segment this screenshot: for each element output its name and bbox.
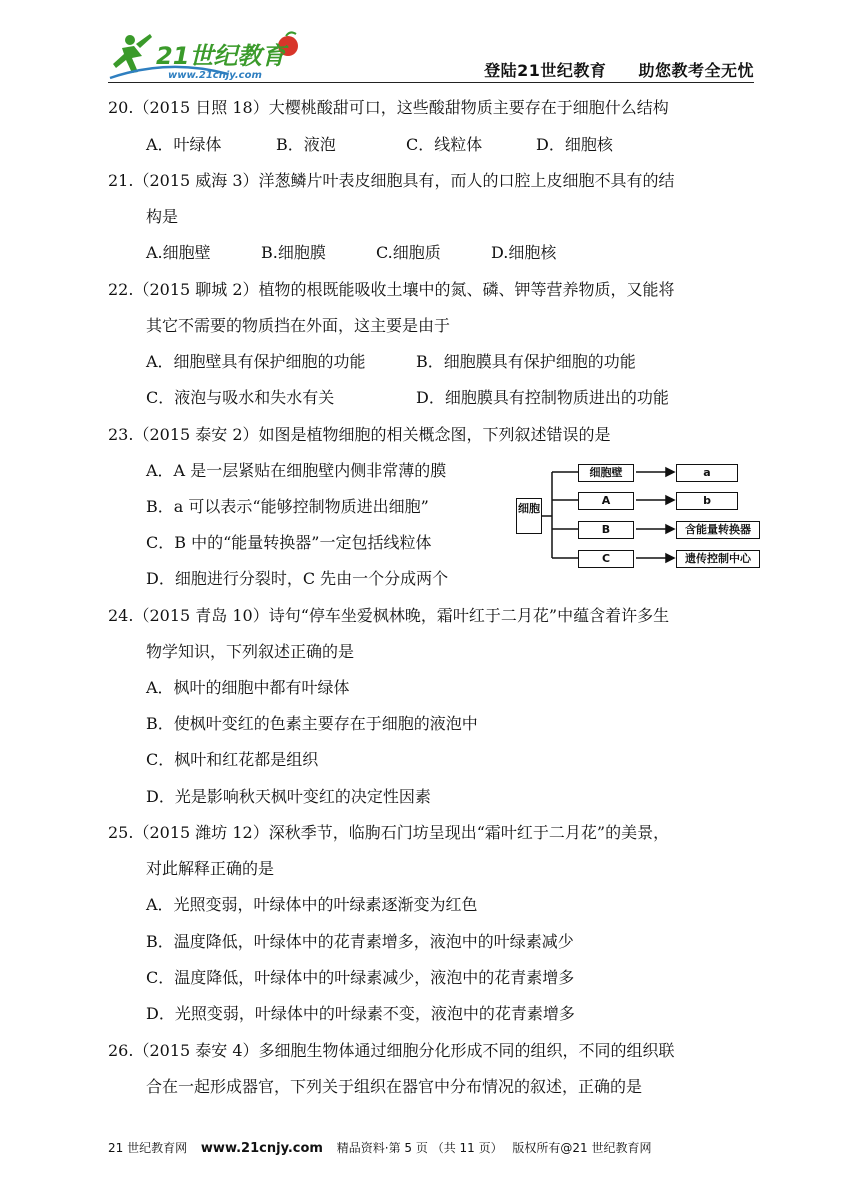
question-20	[108, 98, 669, 118]
option-b: B．温度降低，叶绿体中的花青素增多，液泡中的叶绿素减少	[146, 932, 574, 951]
option-c: C．液泡与吸水和失水有关	[146, 388, 335, 407]
option-a: A．光照变弱，叶绿体中的叶绿素逐渐变为红色	[146, 895, 478, 914]
diagram-box-b-upper: B	[578, 521, 634, 539]
question-text-continued: 物学知识，下列叙述正确的是	[146, 642, 355, 661]
slogan-right: 助您教考全无忧	[638, 61, 754, 80]
diagram-box-genetic-control: 遗传控制中心	[676, 550, 760, 568]
diagram-box-b-lower: b	[676, 492, 738, 510]
question-text: （2015 青岛 10）诗句“停车坐爱枫林晚，霜叶红于二月花”中蕴含着许多生	[133, 606, 670, 625]
option-c: C.细胞质	[376, 243, 441, 262]
option-a: A.细胞壁	[146, 243, 211, 262]
option-b: B．细胞膜具有保护细胞的功能	[416, 352, 636, 371]
diagram-box-a-lower: a	[676, 464, 738, 482]
option-a: A．枫叶的细胞中都有叶绿体	[146, 678, 350, 697]
question-text: （2015 泰安 2）如图是植物细胞的相关概念图，下列叙述错误的是	[133, 425, 611, 444]
options-row	[146, 352, 636, 372]
option-c: C．B 中的“能量转换器”一定包括线粒体	[146, 533, 432, 552]
option-a: A．叶绿体	[146, 135, 222, 154]
question-number: 25.	[108, 823, 134, 842]
diagram-box-a-upper: A	[578, 492, 634, 510]
question-number: 26.	[108, 1041, 134, 1060]
question-number: 22.	[108, 280, 134, 299]
option-b: B.细胞膜	[261, 243, 326, 262]
footer-left: 21 世纪教育网	[108, 1141, 188, 1155]
question-text: （2015 聊城 2）植物的根既能吸收土壤中的氮、磷、钾等营养物质，又能将	[133, 280, 675, 299]
question-text: （2015 日照 18）大樱桃酸甜可口，这些酸甜物质主要存在于细胞什么结构	[133, 98, 669, 117]
question-text: （2015 威海 3）洋葱鳞片叶表皮细胞具有，而人的口腔上皮细胞不具有的结	[133, 171, 675, 190]
question-text-continued: 对此解释正确的是	[146, 859, 275, 878]
logo-graphic	[108, 28, 308, 82]
question-number: 24.	[108, 606, 134, 625]
logo-text: 21世纪教育	[156, 42, 286, 70]
diagram-box-cell-wall: 细胞壁	[578, 464, 634, 482]
diagram-root-cell: 细胞	[516, 498, 542, 534]
question-25	[108, 823, 669, 843]
page-header	[108, 28, 754, 82]
cell-concept-diagram	[516, 458, 766, 576]
question-21	[108, 171, 675, 191]
question-text-continued: 合在一起形成器官，下列关于组织在器官中分布情况的叙述，正确的是	[146, 1077, 643, 1096]
question-22	[108, 280, 675, 300]
option-c: C．枫叶和红花都是组织	[146, 750, 319, 769]
option-b: B．使枫叶变红的色素主要存在于细胞的液泡中	[146, 714, 478, 733]
question-text: （2015 潍坊 12）深秋季节，临朐石门坊呈现出“霜叶红于二月花”的美景，	[133, 823, 670, 842]
option-b: B．液泡	[276, 135, 336, 154]
diagram-box-energy-converter: 含能量转换器	[676, 521, 760, 539]
site-logo[interactable]	[108, 28, 308, 82]
footer-site-link[interactable]: www.21cnjy.com	[200, 1141, 323, 1156]
question-number: 21.	[108, 171, 134, 190]
options-row	[146, 135, 706, 155]
option-d: D．细胞进行分裂时，C 先由一个分成两个	[146, 569, 449, 588]
page-footer	[108, 1139, 652, 1156]
question-text-continued: 其它不需要的物质挡在外面，这主要是由于	[146, 316, 451, 335]
option-c: C．温度降低，叶绿体中的叶绿素减少，液泡中的花青素增多	[146, 968, 575, 987]
question-text: （2015 泰安 4）多细胞生物体通过细胞分化形成不同的组织，不同的组织联	[133, 1041, 675, 1060]
option-d: D．光照变弱，叶绿体中的叶绿素不变，液泡中的花青素增多	[146, 1004, 575, 1023]
option-d: D．细胞膜具有控制物质进出的功能	[416, 388, 669, 407]
option-c: C．线粒体	[406, 135, 483, 154]
question-number: 23.	[108, 425, 134, 444]
option-a: A．A 是一层紧贴在细胞壁内侧非常薄的膜	[146, 461, 447, 480]
option-a: A．细胞壁具有保护细胞的功能	[146, 352, 366, 371]
footer-copyright: 版权所有@21 世纪教育网	[512, 1141, 652, 1155]
header-divider	[108, 82, 754, 83]
logo-url: www.21cnjy.com	[168, 70, 262, 81]
option-d: D．细胞核	[536, 135, 613, 154]
diagram-box-c-upper: C	[578, 550, 634, 568]
options-row	[146, 243, 556, 263]
question-text-continued: 构是	[146, 207, 179, 226]
option-d: D．光是影响秋天枫叶变红的决定性因素	[146, 787, 431, 806]
option-b: B．a 可以表示“能够控制物质进出细胞”	[146, 497, 429, 516]
footer-page-info: 精品资料·第 5 页 （共 11 页）	[336, 1141, 503, 1155]
header-slogan	[458, 58, 754, 81]
option-d: D.细胞核	[491, 243, 557, 262]
options-row	[146, 388, 669, 408]
question-26	[108, 1041, 675, 1061]
question-number: 20.	[108, 98, 134, 117]
question-23	[108, 425, 611, 445]
slogan-left: 登陆21世纪教育	[484, 61, 607, 80]
question-24	[108, 606, 669, 626]
